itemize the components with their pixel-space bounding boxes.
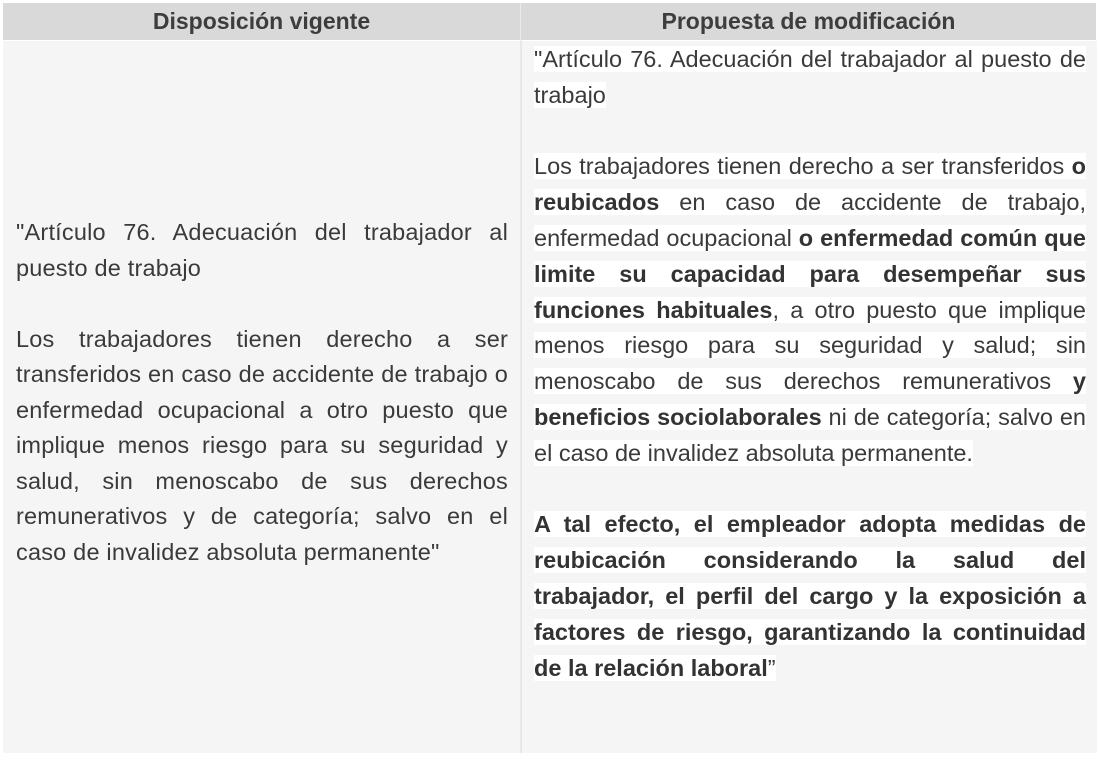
paragraph-gap: [534, 114, 1086, 150]
added-text: o reubicados: [534, 153, 1086, 216]
proposed-title-text: "Artículo 76. Adecuación del trabajador al puesto de trabajo: [534, 46, 1086, 108]
current-provision-cell: [3, 41, 520, 753]
proposed-paragraph-1: [534, 149, 1086, 471]
proposed-paragraph-2: [534, 507, 1086, 686]
current-provision-text: [16, 215, 508, 570]
plain-text: ni de categoría; salvo en el caso de invalidez absoluta permanente.: [534, 403, 1086, 466]
header-proposed-modification: Propuesta de modificación: [521, 3, 1096, 40]
comparison-table: [3, 3, 1096, 753]
added-text: o enfermedad común que limite su capacidad para desempeñar sus funciones habituales: [534, 224, 1086, 323]
proposed-modification-cell: [521, 41, 1097, 753]
closing-quote: ”: [767, 654, 776, 681]
added-text: y beneficios sociolaborales: [534, 368, 1086, 430]
header-current-provision: Disposición vigente: [3, 3, 520, 40]
proposed-modification-text: [534, 42, 1086, 686]
proposed-article-title: [534, 42, 1086, 114]
plain-text: Los trabajadores tienen derecho a ser transferidos: [534, 153, 1072, 180]
current-article-body: Los trabajadores tienen derecho a ser transferidos en caso de accidente de trabajo o enfermedad ocupacional a otro puesto que implique menos riesgo para su seguridad y salud, sin menoscabo de sus derechos remunerativos y de categoría; salvo en el caso de invalidez absoluta permanente": [16, 325, 508, 565]
plain-text: , a otro puesto que implique menos riesgo para su seguridad y salud; sin menoscabo de sus derechos remunerativos: [534, 296, 1086, 395]
current-article-title: "Artículo 76. Adecuación del trabajador al puesto de trabajo: [16, 219, 508, 281]
paragraph-gap: [16, 286, 508, 322]
paragraph-gap: [534, 472, 1086, 508]
plain-text: en caso de accidente de trabajo, enfermedad ocupacional: [534, 189, 1086, 251]
added-text: A tal efecto, el empleador adopta medidas de reubicación considerando la salud del trabajador, el perfil del cargo y la exposición a factores de riesgo, garantizando la continuidad de la relación laboral: [534, 511, 1086, 681]
